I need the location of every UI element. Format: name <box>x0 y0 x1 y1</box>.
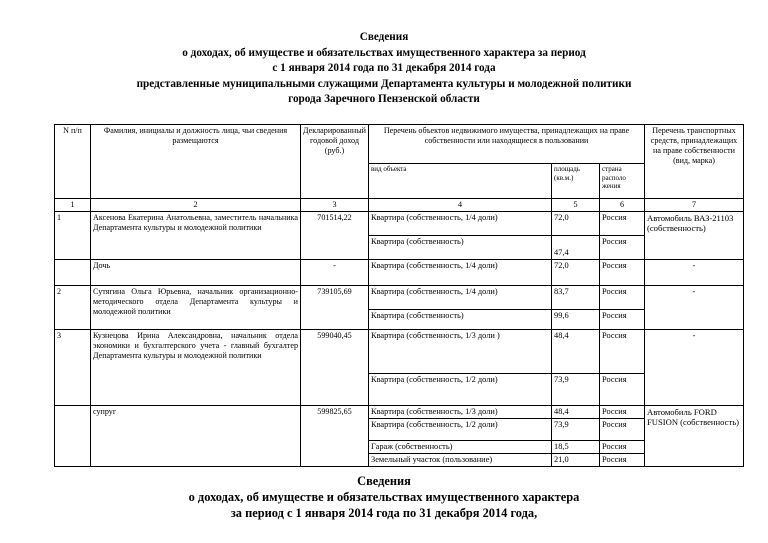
object-area: 48,4 <box>552 330 600 374</box>
vehicle: Автомобиль ВАЗ-21103 (собственность) <box>645 212 744 260</box>
header-income: Декларированный годовой доход (руб.) <box>301 125 369 199</box>
object-country: Россия <box>600 419 645 441</box>
title-line-2: о доходах, об имуществе и обязательствах имущественного характера за период <box>182 46 586 59</box>
object-type: Квартира (собственность, 1/4 доли) <box>369 286 552 310</box>
colnum: 6 <box>600 199 645 212</box>
table-row <box>55 330 744 374</box>
title-line-5: города Заречного Пензенской области <box>288 93 480 105</box>
table-row <box>55 260 744 286</box>
header-num: N п/п <box>55 125 91 199</box>
column-numbers-row <box>55 199 744 212</box>
object-type: Квартира (собственность, 1/2 доли) <box>369 374 552 406</box>
colnum: 3 <box>301 199 369 212</box>
colnum: 2 <box>91 199 301 212</box>
vehicle: - <box>645 286 744 330</box>
second-document-title <box>0 473 768 521</box>
second-title-line-2: о доходах, об имуществе и обязательствах имущественного характера <box>188 490 580 504</box>
colnum: 1 <box>55 199 91 212</box>
object-country: Россия <box>600 212 645 236</box>
object-area: 83,7 <box>552 286 600 310</box>
object-type: Квартира (собственность, 1/3 доли ) <box>369 330 552 374</box>
vehicle: - <box>645 330 744 406</box>
income-value: 599825,65 <box>301 406 369 467</box>
row-num: 2 <box>55 286 91 330</box>
table-row <box>55 406 744 419</box>
object-country: Россия <box>600 260 645 286</box>
income-value: 599040,45 <box>301 330 369 406</box>
declarations-table <box>54 124 744 467</box>
object-country: Россия <box>600 406 645 419</box>
header-object-type: вид объекта <box>369 164 552 199</box>
title-line-3: с 1 января 2014 года по 31 декабря 2014 года <box>272 62 496 74</box>
object-country: Россия <box>600 310 645 330</box>
colnum: 5 <box>552 199 600 212</box>
object-type: Квартира (собственность) <box>369 310 552 330</box>
object-country: Россия <box>600 330 645 374</box>
object-area: 48,4 <box>552 406 600 419</box>
income-value: 739105,69 <box>301 286 369 330</box>
object-country: Россия <box>600 441 645 454</box>
object-area: 99,6 <box>552 310 600 330</box>
table-row <box>55 212 744 236</box>
second-title-line-1: Сведения <box>357 474 411 488</box>
vehicle: Автомобиль FORD FUSION (собственность) <box>645 406 744 467</box>
header-name: Фамилия, инициалы и должность лица, чьи сведения размещаются <box>91 125 301 199</box>
object-type: Квартира (собственность, 1/4 доли) <box>369 212 552 236</box>
row-num <box>55 406 91 467</box>
header-area: площадь (кв.м.) <box>552 164 600 199</box>
object-country: Россия <box>600 374 645 406</box>
object-area: 72,0 <box>552 212 600 236</box>
object-area: 47,4 <box>552 236 600 260</box>
person-name: Аксенова Екатерина Анатольевна, заместитель начальника Департамента культуры и молодежной политики <box>91 212 301 260</box>
header-country: страна располо жения <box>600 164 645 199</box>
object-area: 21,0 <box>552 454 600 467</box>
row-num: 3 <box>55 330 91 406</box>
title-line-4: представленные муниципальными служащими Департамента культуры и молодежной политики <box>136 77 632 90</box>
person-name: Сутягина Ольга Юрьевна, начальник организационно-методического отдела Департамента культуры и молодежной политики <box>91 286 301 330</box>
object-type: Квартира (собственность, 1/4 доли) <box>369 260 552 286</box>
object-type: Квартира (собственность, 1/2 доли) <box>369 419 552 441</box>
person-name: супруг <box>91 406 301 467</box>
person-name: Кузнецова Ирина Александровна, начальник отдела экономики и бухгалтерского учета - главный бухгалтер Департамента культуры и молодежной политики <box>91 330 301 406</box>
object-type: Гараж (собственность) <box>369 441 552 454</box>
second-title-line-3: за период с 1 января 2014 года по 31 декабря 2014 года, <box>230 506 538 520</box>
table-row <box>55 286 744 310</box>
object-type: Земельный участок (пользование) <box>369 454 552 467</box>
vehicle: - <box>645 260 744 286</box>
income-value: 701514,22 <box>301 212 369 260</box>
object-area: 18,5 <box>552 441 600 454</box>
object-country: Россия <box>600 454 645 467</box>
title-line-1: Сведения <box>359 31 409 43</box>
income-value: - <box>301 260 369 286</box>
object-area: 73,9 <box>552 374 600 406</box>
colnum: 4 <box>369 199 552 212</box>
object-area: 72,0 <box>552 260 600 286</box>
colnum: 7 <box>645 199 744 212</box>
object-country: Россия <box>600 286 645 310</box>
header-realty: Перечень объектов недвижимого имущества, принадлежащих на праве собственности или находящиеся в пользовании <box>369 125 645 164</box>
row-num: 1 <box>55 212 91 260</box>
object-area: 73,9 <box>552 419 600 441</box>
object-country: Россия <box>600 236 645 260</box>
object-type: Квартира (собственность, 1/3 доли) <box>369 406 552 419</box>
header-row <box>55 125 744 164</box>
object-type: Квартира (собственность) <box>369 236 552 260</box>
document-title <box>0 30 768 108</box>
row-num <box>55 260 91 286</box>
person-name: Дочь <box>91 260 301 286</box>
header-vehicles: Перечень транспортных средств, принадлежащих на праве собственности (вид, марка) <box>645 125 744 199</box>
